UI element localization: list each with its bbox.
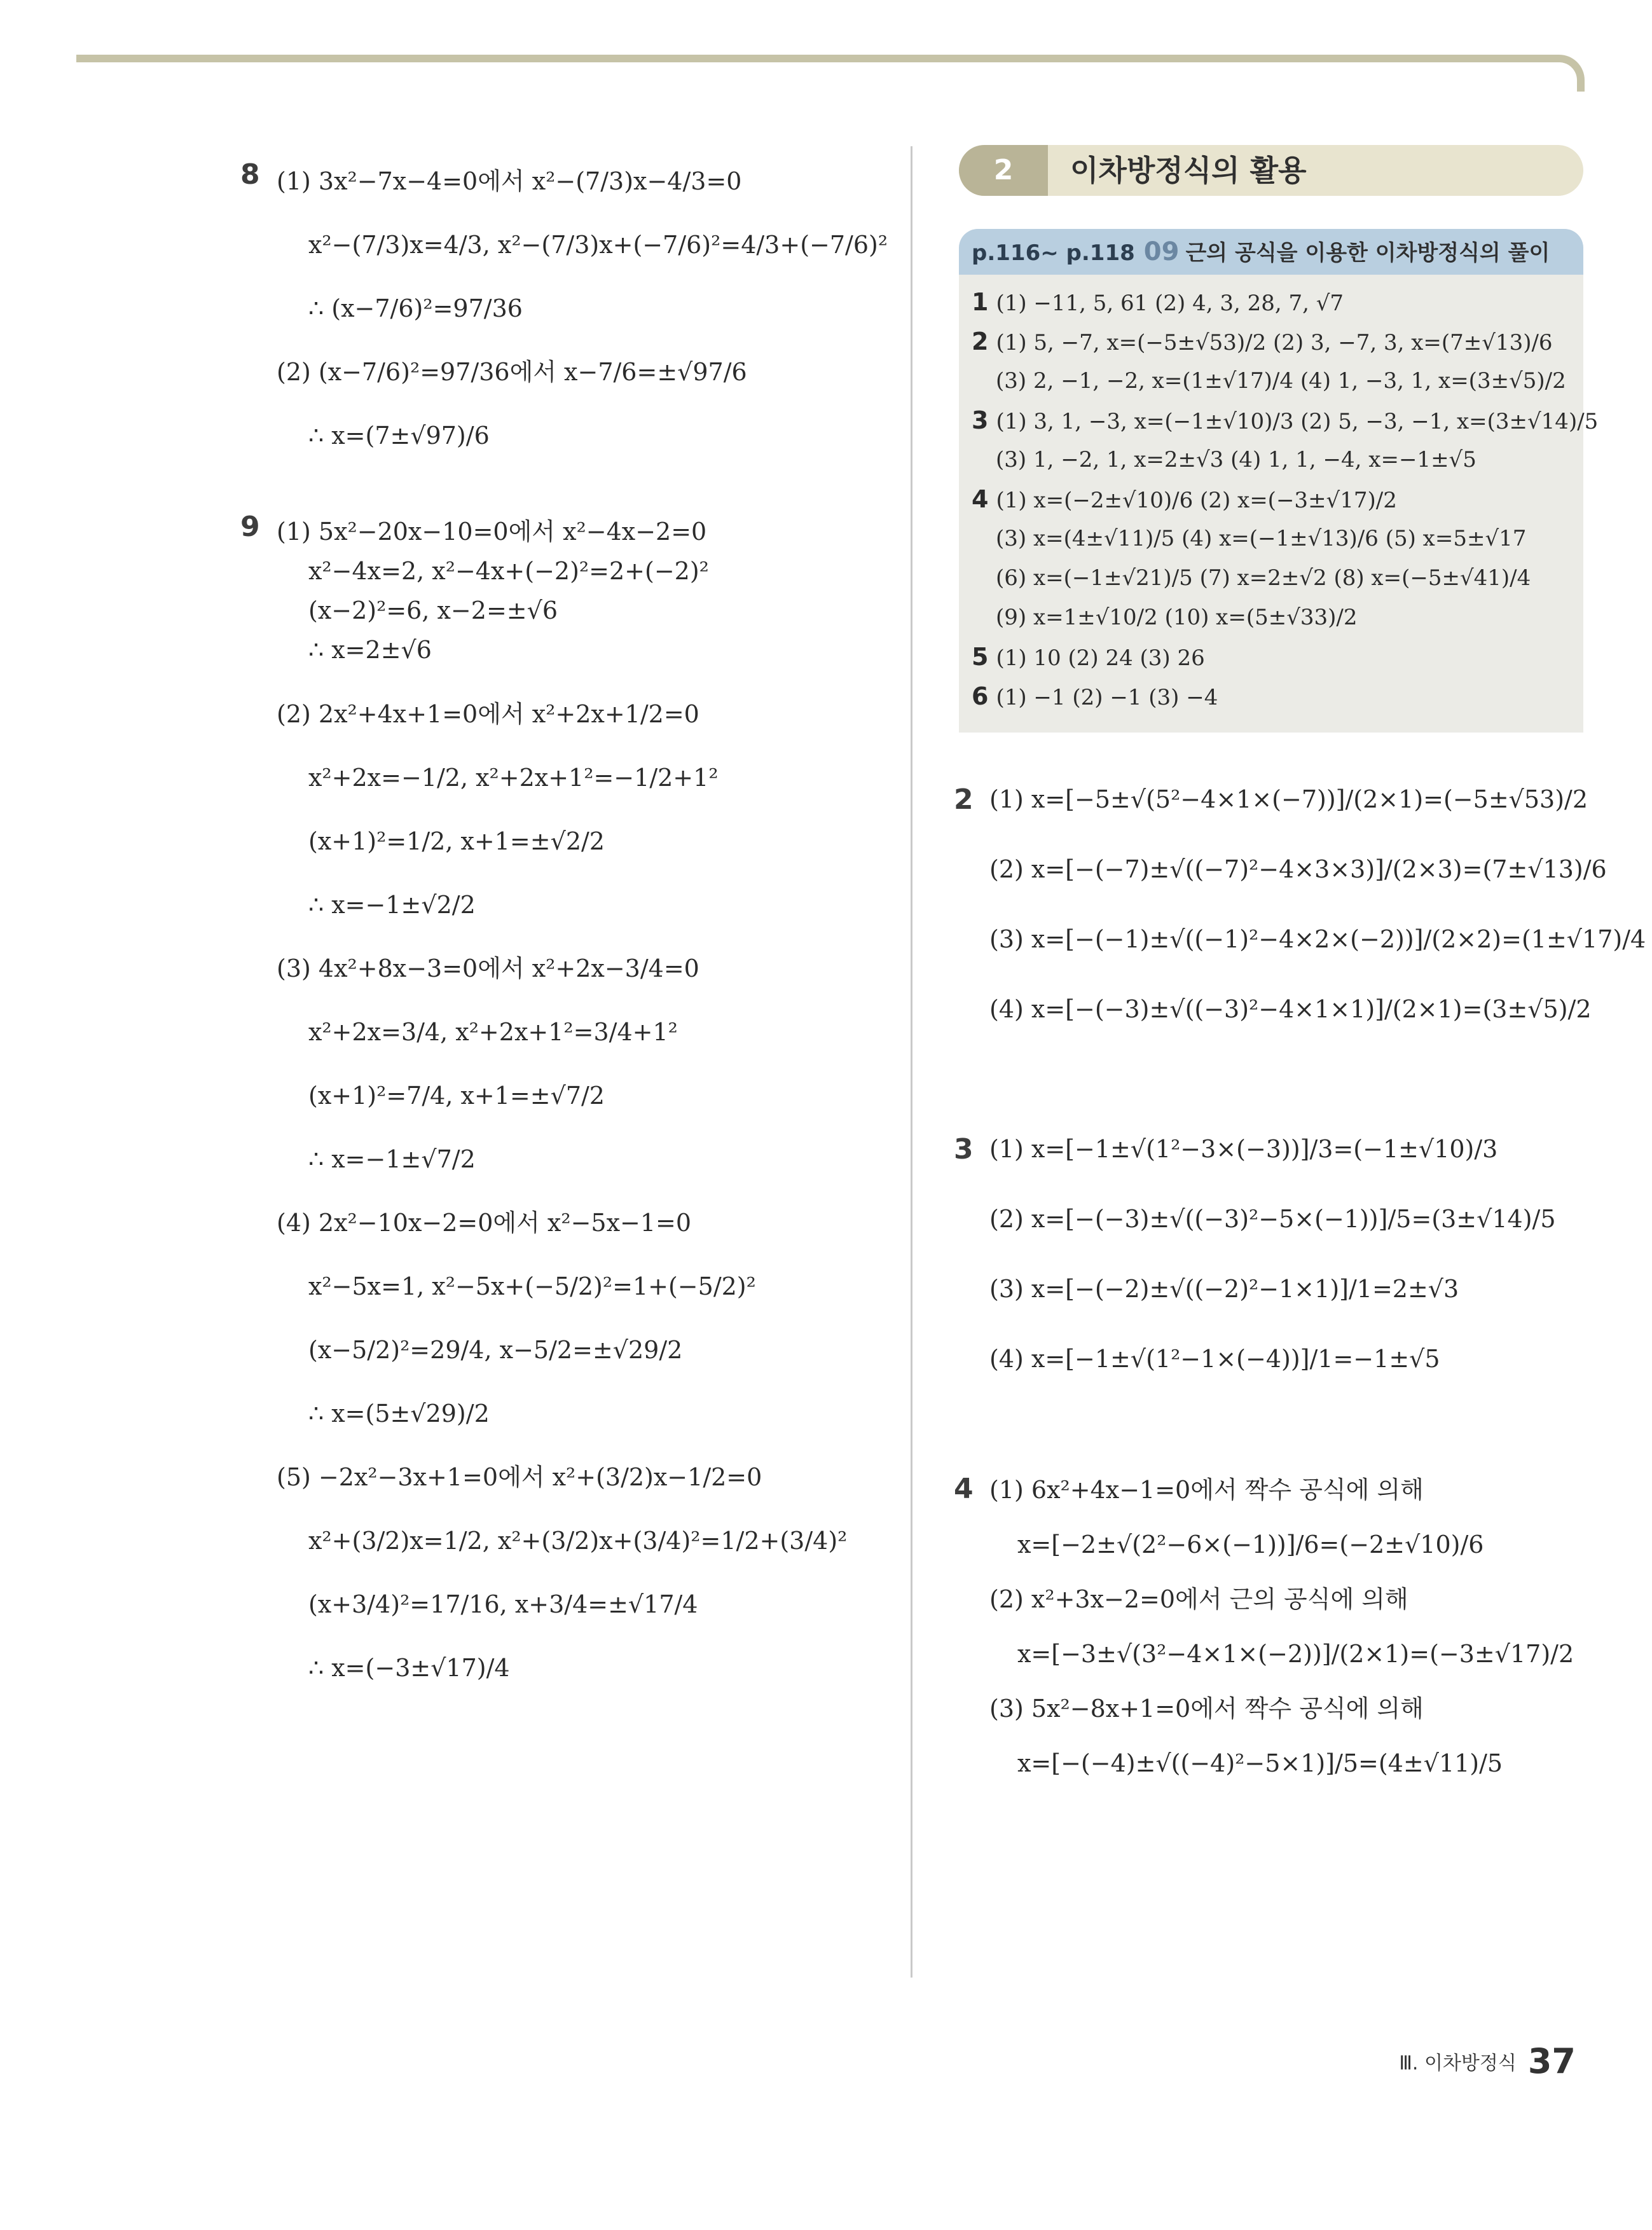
p9-5-line-4: ∴ x=(−3±√17)/4 xyxy=(308,1654,510,1682)
p9-2-line-4: ∴ x=−1±√2/2 xyxy=(308,891,476,919)
p9-3-line-2: x²+2x=3/4, x²+2x+1²=3/4+1² xyxy=(308,1018,678,1046)
answer-list xyxy=(959,275,1599,716)
p2-line-4: (4) x=[−(−3)±√((−3)²−4×1×1)]/(2×1)=(3±√5)/2 xyxy=(989,995,1592,1023)
p8-line-1: (1) 3x²−7x−4=0에서 x²−(7/3)x−4/3=0 xyxy=(277,167,742,195)
p9-5-line-3: (x+3/4)²=17/16, x+3/4=±√17/4 xyxy=(308,1590,698,1618)
p2-line-1: (1) x=[−5±√(5²−4×1×(−7))]/(2×1)=(−5±√53)/2 xyxy=(989,785,1588,813)
p9-1-line-4: ∴ x=2±√6 xyxy=(308,636,432,664)
p3-line-4: (4) x=[−1±√(1²−1×(−4))]/1=−1±√5 xyxy=(989,1345,1440,1373)
problem-8 xyxy=(242,149,890,467)
p4-line-3: (2) x²+3x−2=0에서 근의 공식에 의해 xyxy=(989,1585,1408,1613)
problem-number-8: 8 xyxy=(240,158,260,191)
answer-number: 2 xyxy=(972,327,989,355)
chapter-label: Ⅲ. 이차방정식 xyxy=(1399,2052,1517,2075)
p8-line-4: (2) (x−7/6)²=97/36에서 x−7/6=±√97/6 xyxy=(277,358,747,386)
p4-line-6: x=[−(−4)±√((−4)²−5×1)]/5=(4±√11)/5 xyxy=(1017,1749,1503,1777)
section-title: 이차방정식의 활용 xyxy=(1070,153,1307,188)
answer-box-header xyxy=(959,229,1583,275)
answer-line xyxy=(972,598,1571,637)
answer-page-range: p.116~ p.118 xyxy=(972,240,1135,266)
p4-line-4: x=[−3±√(3²−4×1×(−2))]/(2×1)=(−3±√17)/2 xyxy=(1017,1640,1574,1668)
answer-text: (3) 2, −1, −2, x=(1±√17)/4 (4) 1, −3, 1, x=(3±√5)/2 xyxy=(996,368,1566,394)
p9-4-line-3: (x−5/2)²=29/4, x−5/2=±√29/2 xyxy=(308,1336,683,1364)
p9-3-line-1: (3) 4x²+8x−3=0에서 x²+2x−3/4=0 xyxy=(277,954,699,982)
problem-number-3: 3 xyxy=(954,1133,974,1166)
section-header xyxy=(959,145,1583,196)
p3-line-3: (3) x=[−(−2)±√((−2)²−1×1)]/1=2±√3 xyxy=(989,1275,1459,1303)
page-number: 37 xyxy=(1527,2041,1576,2081)
answer-line xyxy=(972,519,1571,558)
answer-line xyxy=(972,440,1571,479)
answer-topic-code: 09 xyxy=(1143,237,1180,266)
column-divider xyxy=(911,146,912,1978)
p4-line-1: (1) 6x²+4x−1=0에서 짝수 공식에 의해 xyxy=(989,1476,1424,1504)
top-border-decoration xyxy=(76,55,1585,92)
answer-text: (9) x=1±√10/2 (10) x=(5±√33)/2 xyxy=(996,605,1358,630)
answer-number: 1 xyxy=(972,288,989,316)
answer-text: (1) 5, −7, x=(−5±√53)/2 (2) 3, −7, 3, x=(7±√13)/6 xyxy=(996,330,1553,355)
answer-line xyxy=(972,558,1571,598)
p9-2-line-1: (2) 2x²+4x+1=0에서 x²+2x+1/2=0 xyxy=(277,700,699,728)
problem-2 xyxy=(954,764,1646,1044)
p2-line-2: (2) x=[−(−7)±√((−7)²−4×3×3)]/(2×3)=(7±√13)/6 xyxy=(989,855,1607,883)
p3-line-2: (2) x=[−(−3)±√((−3)²−5×(−1))]/5=(3±√14)/5 xyxy=(989,1205,1556,1233)
answer-number: 5 xyxy=(972,643,989,671)
p8-line-2: x²−(7/3)x=4/3, x²−(7/3)x+(−7/6)²=4/3+(−7/6)² xyxy=(308,231,888,259)
p9-2-line-2: x²+2x=−1/2, x²+2x+1²=−1/2+1² xyxy=(308,764,719,792)
p8-line-5: ∴ x=(7±√97)/6 xyxy=(308,422,490,450)
problem-3 xyxy=(954,1114,1583,1394)
answer-text: (3) x=(4±√11)/5 (4) x=(−1±√13)/6 (5) x=5±√17 xyxy=(996,526,1527,551)
answer-line xyxy=(972,401,1599,440)
p9-5-line-1: (5) −2x²−3x+1=0에서 x²+(3/2)x−1/2=0 xyxy=(277,1463,762,1491)
p3-line-1: (1) x=[−1±√(1²−3×(−3))]/3=(−1±√10)/3 xyxy=(989,1135,1498,1163)
problem-number-4: 4 xyxy=(954,1473,974,1505)
answer-text: (3) 1, −2, 1, x=2±√3 (4) 1, 1, −4, x=−1±√5 xyxy=(996,447,1476,472)
p2-line-3: (3) x=[−(−1)±√((−1)²−4×2×(−2))]/(2×2)=(1±√17)/4 xyxy=(989,925,1646,953)
answer-line xyxy=(972,282,1571,322)
problem-9 xyxy=(242,512,890,1700)
p4-line-2: x=[−2±√(2²−6×(−1))]/6=(−2±√10)/6 xyxy=(1017,1531,1484,1559)
answer-line xyxy=(972,322,1571,361)
answer-text: (1) x=(−2±√10)/6 (2) x=(−3±√17)/2 xyxy=(996,488,1397,513)
answer-line xyxy=(972,677,1571,716)
answer-topic-title: 근의 공식을 이용한 이차방정식의 풀이 xyxy=(1185,240,1550,266)
p9-3-line-3: (x+1)²=7/4, x+1=±√7/2 xyxy=(308,1082,605,1110)
problem-4 xyxy=(954,1470,1583,1798)
p9-2-line-3: (x+1)²=1/2, x+1=±√2/2 xyxy=(308,827,605,855)
answer-text: (1) −11, 5, 61 (2) 4, 3, 28, 7, √7 xyxy=(996,291,1344,316)
answer-box xyxy=(959,229,1599,733)
problem-number-9: 9 xyxy=(240,511,260,543)
answer-text: (1) 3, 1, −3, x=(−1±√10)/3 (2) 5, −3, −1, x=(3±√14)/5 xyxy=(996,409,1599,434)
answer-number: 3 xyxy=(972,406,989,434)
p9-3-line-4: ∴ x=−1±√7/2 xyxy=(308,1145,476,1173)
answer-line xyxy=(972,637,1571,677)
answer-number: 4 xyxy=(972,485,989,513)
p9-1-line-3: (x−2)²=6, x−2=±√6 xyxy=(308,596,558,624)
answer-number: 6 xyxy=(972,682,989,710)
p8-line-3: ∴ (x−7/6)²=97/36 xyxy=(308,294,523,322)
p9-4-line-4: ∴ x=(5±√29)/2 xyxy=(308,1400,490,1428)
p9-5-line-2: x²+(3/2)x=1/2, x²+(3/2)x+(3/4)²=1/2+(3/4)² xyxy=(308,1527,848,1555)
answer-text: (6) x=(−1±√21)/5 (7) x=2±√2 (8) x=(−5±√41)/4 xyxy=(996,565,1531,591)
section-number: 2 xyxy=(959,145,1048,196)
problem-number-2: 2 xyxy=(954,783,974,816)
p9-1-line-2: x²−4x=2, x²−4x+(−2)²=2+(−2)² xyxy=(308,557,709,585)
answer-text: (1) −1 (2) −1 (3) −4 xyxy=(996,685,1218,710)
answer-text: (1) 10 (2) 24 (3) 26 xyxy=(996,645,1205,671)
page-footer xyxy=(1399,2041,1576,2081)
p9-1-line-1: (1) 5x²−20x−10=0에서 x²−4x−2=0 xyxy=(277,518,707,546)
left-column xyxy=(242,149,890,1700)
p9-4-line-2: x²−5x=1, x²−5x+(−5/2)²=1+(−5/2)² xyxy=(308,1272,756,1300)
answer-line xyxy=(972,361,1571,401)
right-column xyxy=(954,145,1646,1798)
answer-line xyxy=(972,479,1571,519)
p9-4-line-1: (4) 2x²−10x−2=0에서 x²−5x−1=0 xyxy=(277,1209,692,1237)
p4-line-5: (3) 5x²−8x+1=0에서 짝수 공식에 의해 xyxy=(989,1695,1424,1723)
